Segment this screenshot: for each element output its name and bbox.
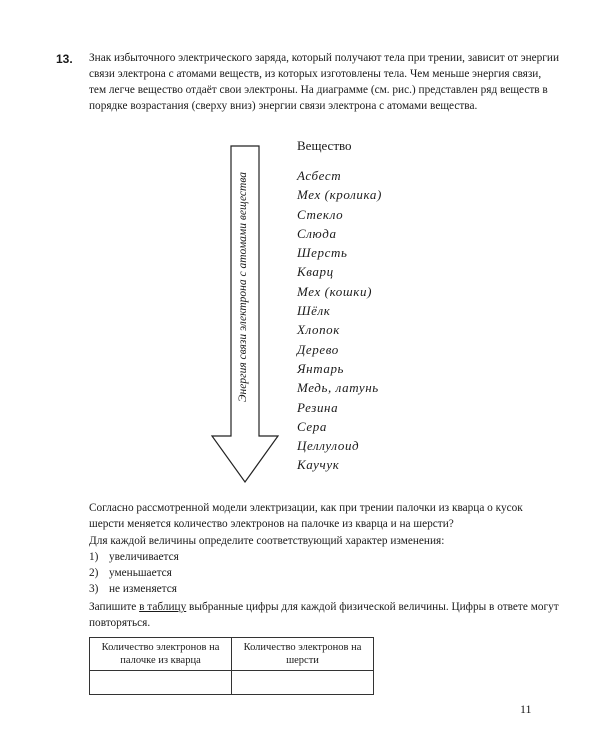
option-text: уменьшается bbox=[109, 567, 172, 579]
page-number: 11 bbox=[520, 702, 532, 716]
table-link[interactable]: в таблицу bbox=[139, 601, 187, 613]
substance-item: Медь, латунь bbox=[297, 380, 379, 396]
answer-cell-wool[interactable] bbox=[232, 671, 374, 695]
substance-item: Янтарь bbox=[297, 360, 345, 376]
table-header-wool: Количество электронов на шерсти bbox=[232, 638, 374, 671]
substance-item: Шёлк bbox=[297, 303, 331, 319]
substance-item: Сера bbox=[297, 418, 327, 434]
option-number: 1) bbox=[89, 551, 99, 563]
question-text: Согласно рассмотренной модели электризации, как при трении палочки из кварца о кусок шерсти меняется количество электронов на палочке из кварца и на шерсти? bbox=[89, 502, 523, 530]
question-intro: Знак избыточного электрического заряда, который получают тела при трении, зависит от энергии связи электрона с атомами веществ, из которых изготовлены тела. Чем меньше энергия связи, тем легче вещество отдаёт свои электроны. На диаграмме (см. рис.) представлен ряд веществ в порядке возрастания (сверху вниз) энергии связи электрона с атомами вещества. bbox=[89, 52, 560, 112]
table-answer-row bbox=[90, 671, 374, 695]
option-number: 2) bbox=[89, 567, 99, 579]
substance-list bbox=[297, 166, 382, 475]
option-item bbox=[89, 581, 179, 597]
record-instruction bbox=[89, 599, 559, 631]
record-text-after: выбранные цифры для каждой физической величины. Цифры в ответе могут повторяться. bbox=[89, 601, 559, 629]
option-text: не изменяется bbox=[109, 583, 177, 595]
substance-item: Дерево bbox=[297, 341, 339, 357]
option-item bbox=[89, 549, 179, 565]
substance-item: Резина bbox=[297, 399, 339, 415]
options-list bbox=[89, 549, 179, 597]
substance-header: Вещество bbox=[297, 138, 352, 153]
answer-table bbox=[89, 637, 374, 695]
substance-item: Каучук bbox=[297, 457, 340, 473]
option-text: увеличивается bbox=[109, 551, 179, 563]
substance-item: Шерсть bbox=[297, 245, 348, 261]
substance-item: Мех (кошки) bbox=[297, 283, 373, 299]
table-header-row bbox=[90, 638, 374, 671]
answer-cell-quartz[interactable] bbox=[90, 671, 232, 695]
substance-item: Целлулоид bbox=[297, 438, 360, 454]
record-text-before: Запишите bbox=[89, 601, 140, 613]
substance-item: Кварц bbox=[297, 264, 334, 280]
substance-item: Мех (кролика) bbox=[297, 187, 382, 203]
substance-item: Слюда bbox=[297, 225, 337, 241]
substance-item: Стекло bbox=[297, 206, 344, 222]
instruction-text: Для каждой величины определите соответствующий характер изменения: bbox=[89, 535, 445, 547]
option-number: 3) bbox=[89, 583, 99, 595]
table-header-quartz: Количество электронов на палочке из кварца bbox=[90, 638, 232, 671]
option-item bbox=[89, 565, 179, 581]
substance-item: Хлопок bbox=[297, 322, 340, 338]
substance-item: Асбест bbox=[297, 168, 342, 183]
question-number: 13. bbox=[56, 52, 73, 66]
arrow-label: Энергия связи электрона с атомами вещества bbox=[237, 172, 249, 402]
